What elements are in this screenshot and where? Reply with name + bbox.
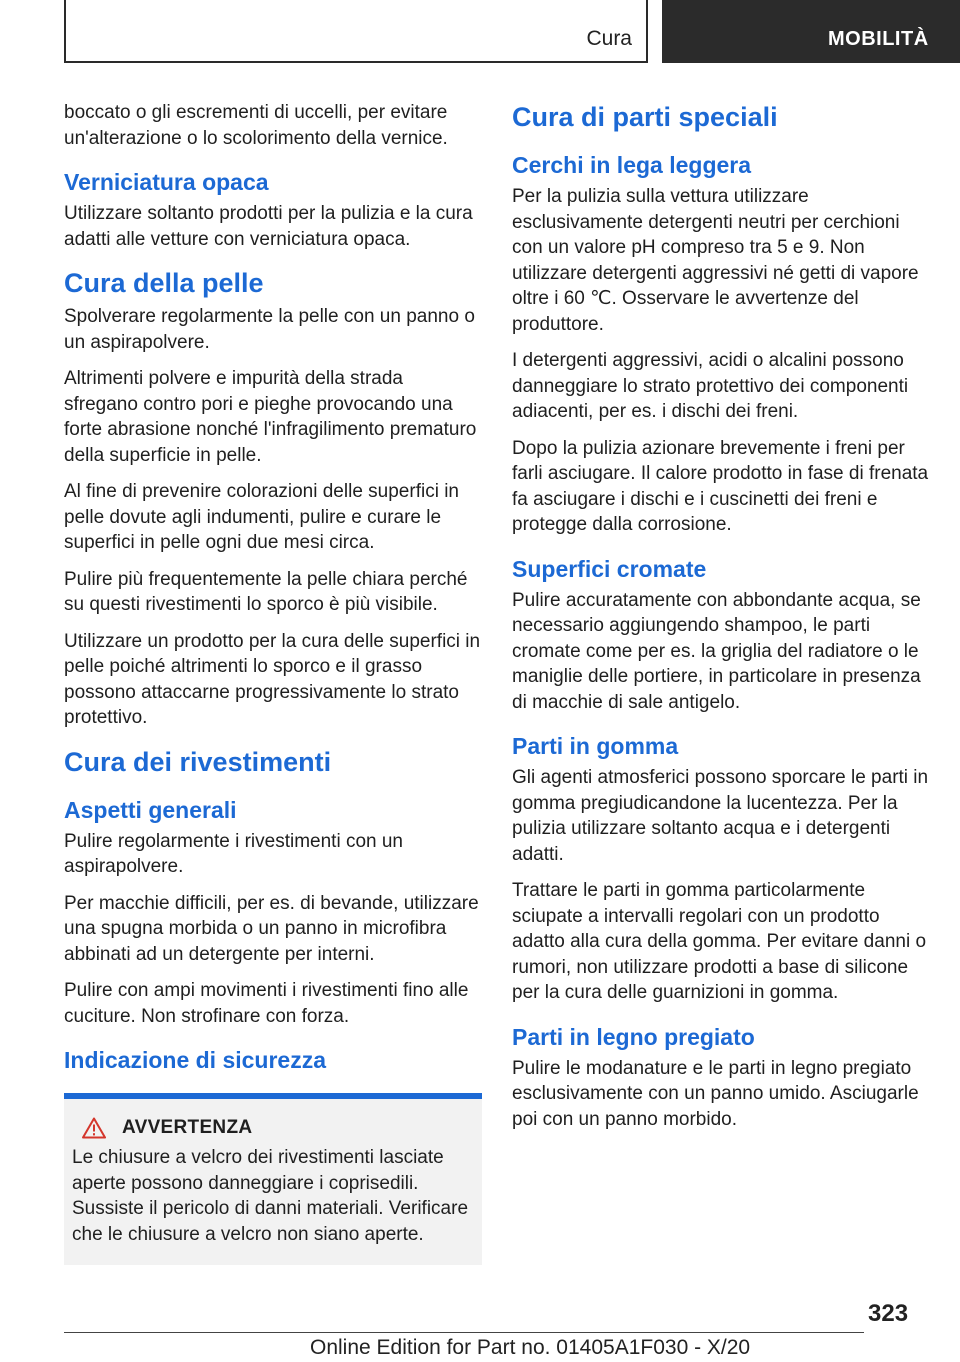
leather-paragraph-4: Pulire più frequentemente la pelle chiara perché su questi rivestimenti lo sporco è più visibile. bbox=[64, 568, 468, 615]
alloy-rims-heading: Cerchi in lega leggera bbox=[512, 152, 752, 178]
upholstery-care-heading: Cura dei rivestimenti bbox=[64, 746, 332, 777]
header-section-title: Cura bbox=[586, 27, 632, 50]
warning-text: Le chiusure a velcro dei rivestimenti lasciate aperte possono danneggiare i coprisedili. Sussiste il pericolo di danni materiali. Verificare che le chiusure a velcro non siano aperte. bbox=[72, 1147, 469, 1245]
leather-paragraph-5: Utilizzare un prodotto per la cura delle superfici in pelle poiché altrimenti lo sporco e il grasso possono attaccarne progressivamente lo strato protettivo. bbox=[64, 630, 481, 728]
general-aspects-heading: Aspetti generali bbox=[64, 796, 237, 823]
safety-note-heading: Indicazione di sicurezza bbox=[64, 1047, 327, 1073]
header-chapter-tab bbox=[662, 0, 960, 63]
general-paragraph-3: Pulire con ampi movimenti i rivestimenti fino alle cuciture. Non strofinare con forza. bbox=[64, 980, 469, 1027]
rubber-paragraph-1: Gli agenti atmosferici possono sporcare le parti in gomma pregiudicandone la lucentezza. Per la pulizia utilizzare soltanto acqua e i detergenti adatti. bbox=[512, 767, 929, 865]
left-column bbox=[64, 100, 482, 1265]
warning-title: AVVERTENZA bbox=[122, 1117, 253, 1138]
footer-divider bbox=[64, 1332, 864, 1333]
leather-care-heading: Cura della pelle bbox=[64, 268, 264, 298]
rims-paragraph-1: Per la pulizia sulla vettura utilizzare esclusivamente detergenti neutri per cerchioni con un valore pH compreso tra 5 e 9. Non utilizzare detergenti aggressivi né getti di vapore oltre i 60 ℃. Osservare le avvertenze del produttore. bbox=[512, 186, 919, 335]
page-number: 323 bbox=[868, 1300, 909, 1327]
header-chapter-title: MOBILITÀ bbox=[828, 28, 929, 50]
warning-box bbox=[64, 1093, 482, 1265]
rims-paragraph-2: I detergenti aggressivi, acidi o alcalini possono danneggiare lo strato protettivo dei componenti adiacenti, per es. i dischi dei freni. bbox=[512, 350, 909, 422]
precious-wood-heading: Parti in legno pregiato bbox=[512, 1023, 755, 1050]
rubber-paragraph-2: Trattare le parti in gomma particolarmente sciupate a intervalli regolari con un prodotto adatto alla cura della gomma. Per evitare danni o rumori, non utilizzare prodotti a base di silicone per la cura delle guarnizioni in gomma. bbox=[512, 880, 927, 1003]
warning-header bbox=[72, 1117, 472, 1139]
chrome-paragraph-1: Pulire accuratamente con abbondante acqua, se necessario aggiungendo shampoo, le parti cromate come per es. la griglia del radiatore o le maniglie delle portiere, in particolare in presenza di macchie di sale antigelo. bbox=[512, 589, 921, 713]
matte-paint-text: Utilizzare soltanto prodotti per la pulizia e la cura adatti alle vetture con verniciatura opaca. bbox=[64, 203, 473, 250]
leather-paragraph-1: Spolverare regolarmente la pelle con un panno o un aspirapolvere. bbox=[64, 306, 475, 353]
leather-paragraph-2: Altrimenti polvere e impurità della strada sfregano contro pori e pieghe provocando una forte abrasione nonché l'infragilimento prematuro della superficie in pelle. bbox=[64, 368, 477, 466]
general-paragraph-1: Pulire regolarmente i rivestimenti con un aspirapolvere. bbox=[64, 830, 403, 877]
rims-paragraph-3: Dopo la pulizia azionare brevemente i freni per farli asciugare. Il calore prodotto in fase di frenata fa asciugare i dischi e i cuscinetti dei freni e protegge dalla corrosione. bbox=[512, 437, 929, 535]
page-header bbox=[0, 0, 960, 66]
chrome-surfaces-heading: Superfici cromate bbox=[512, 555, 707, 582]
matte-paint-heading: Verniciatura opaca bbox=[64, 169, 269, 195]
intro-paragraph: boccato o gli escrementi di uccelli, per evitare un'alterazione o lo scolorimento della vernice. bbox=[64, 102, 448, 149]
right-column bbox=[512, 100, 930, 1143]
rubber-parts-heading: Parti in gomma bbox=[512, 733, 679, 759]
header-frame bbox=[64, 0, 648, 63]
footer-edition-text: Online Edition for Part no. 01405A1F030 - X/20 bbox=[310, 1336, 751, 1359]
leather-paragraph-3: Al fine di prevenire colorazioni delle superfici in pelle dovute agli indumenti, pulire e curare le superfici in pelle ogni due mesi circa. bbox=[64, 481, 459, 553]
general-paragraph-2: Per macchie difficili, per es. di bevande, utilizzare una spugna morbida o un panno in microfibra abbinati ad un detergente per interni. bbox=[64, 892, 479, 965]
special-parts-heading: Cura di parti speciali bbox=[512, 102, 778, 132]
wood-paragraph-1: Pulire le modanature e le parti in legno pregiato esclusivamente con un panno umido. Asciugarle poi con un panno morbido. bbox=[512, 1057, 919, 1130]
warning-triangle-icon bbox=[82, 1117, 106, 1139]
